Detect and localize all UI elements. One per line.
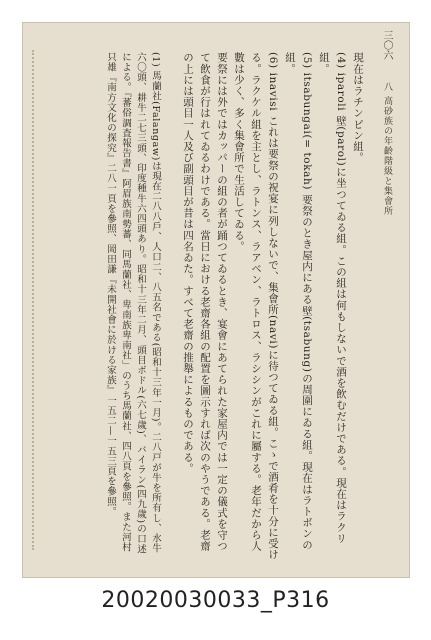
paragraph-1: 現在はラチンピン組。 [352,52,364,163]
paragraph-4: (6) inavisi これは要祭の祝宴に列しないで、集會所(navi)に待つてゐる組。こゝで酒肴を十分に受ける。ラクケル組を主とし、ラトンス、ラアベン、ラトロス、ラシシンがこれに屬する。老年だから人數は少く、多く集會所で生活してゐる。 [233,52,279,560]
running-header: 八 高砂族の年齡階級と集會所 [382,82,392,216]
footnote-1: (1) 馬蘭社(Falangaw)は現在二八八戶、人口二、八五名である(昭和十三年一月)。二八戸が牛を所有し、水牛六〇頭、耕牛二七三頭、印度種牛六四頭あり。昭和十三年二月、頭目ボドル(六七歲)、バイラン(四九歲)の口述による。『蕃俗調査報告書』阿眉族南勢蕃、同馬蘭社、卑南族卑南社」のうち馬蘭社、四八頁を參照。また河村只雄『南方文化の探究』二八一頁を參照、岡田謙『未開社會に於ける家族』一五二—一五三頁を參照。 [105,52,161,555]
image-id-label: 20020030033_P316 [101,588,330,613]
paragraph-5: 要祭には外ではカッパーの組の者が踊つてゐるとき、宴會にあてられた家屋内では一定の儀式を守つて飲食が行はれてゐるわけである。當日における老齋各組の配置を圖示すれば次のやうである。老齋の上には頭目一人及び副頭目が昔は四名ゐた。すべて老齋の推舉によるものである。 [182,52,228,552]
body-text [46,52,366,560]
document-page [22,22,410,578]
paragraph-3: (5) itsabungai(= tokah) 要祭のとき屋内にある壁(tsabung)の周圍にゐる組。現在はラトボンの組。 [284,52,313,551]
paragraph-2: (4) iparoli 壁(parol)に坐つてゐる組。この組は何もしないで酒を飲むだけである。現在はラクリ組。 [318,52,347,544]
page-number: 三〇六 [381,30,392,60]
binding-holes [32,50,36,550]
